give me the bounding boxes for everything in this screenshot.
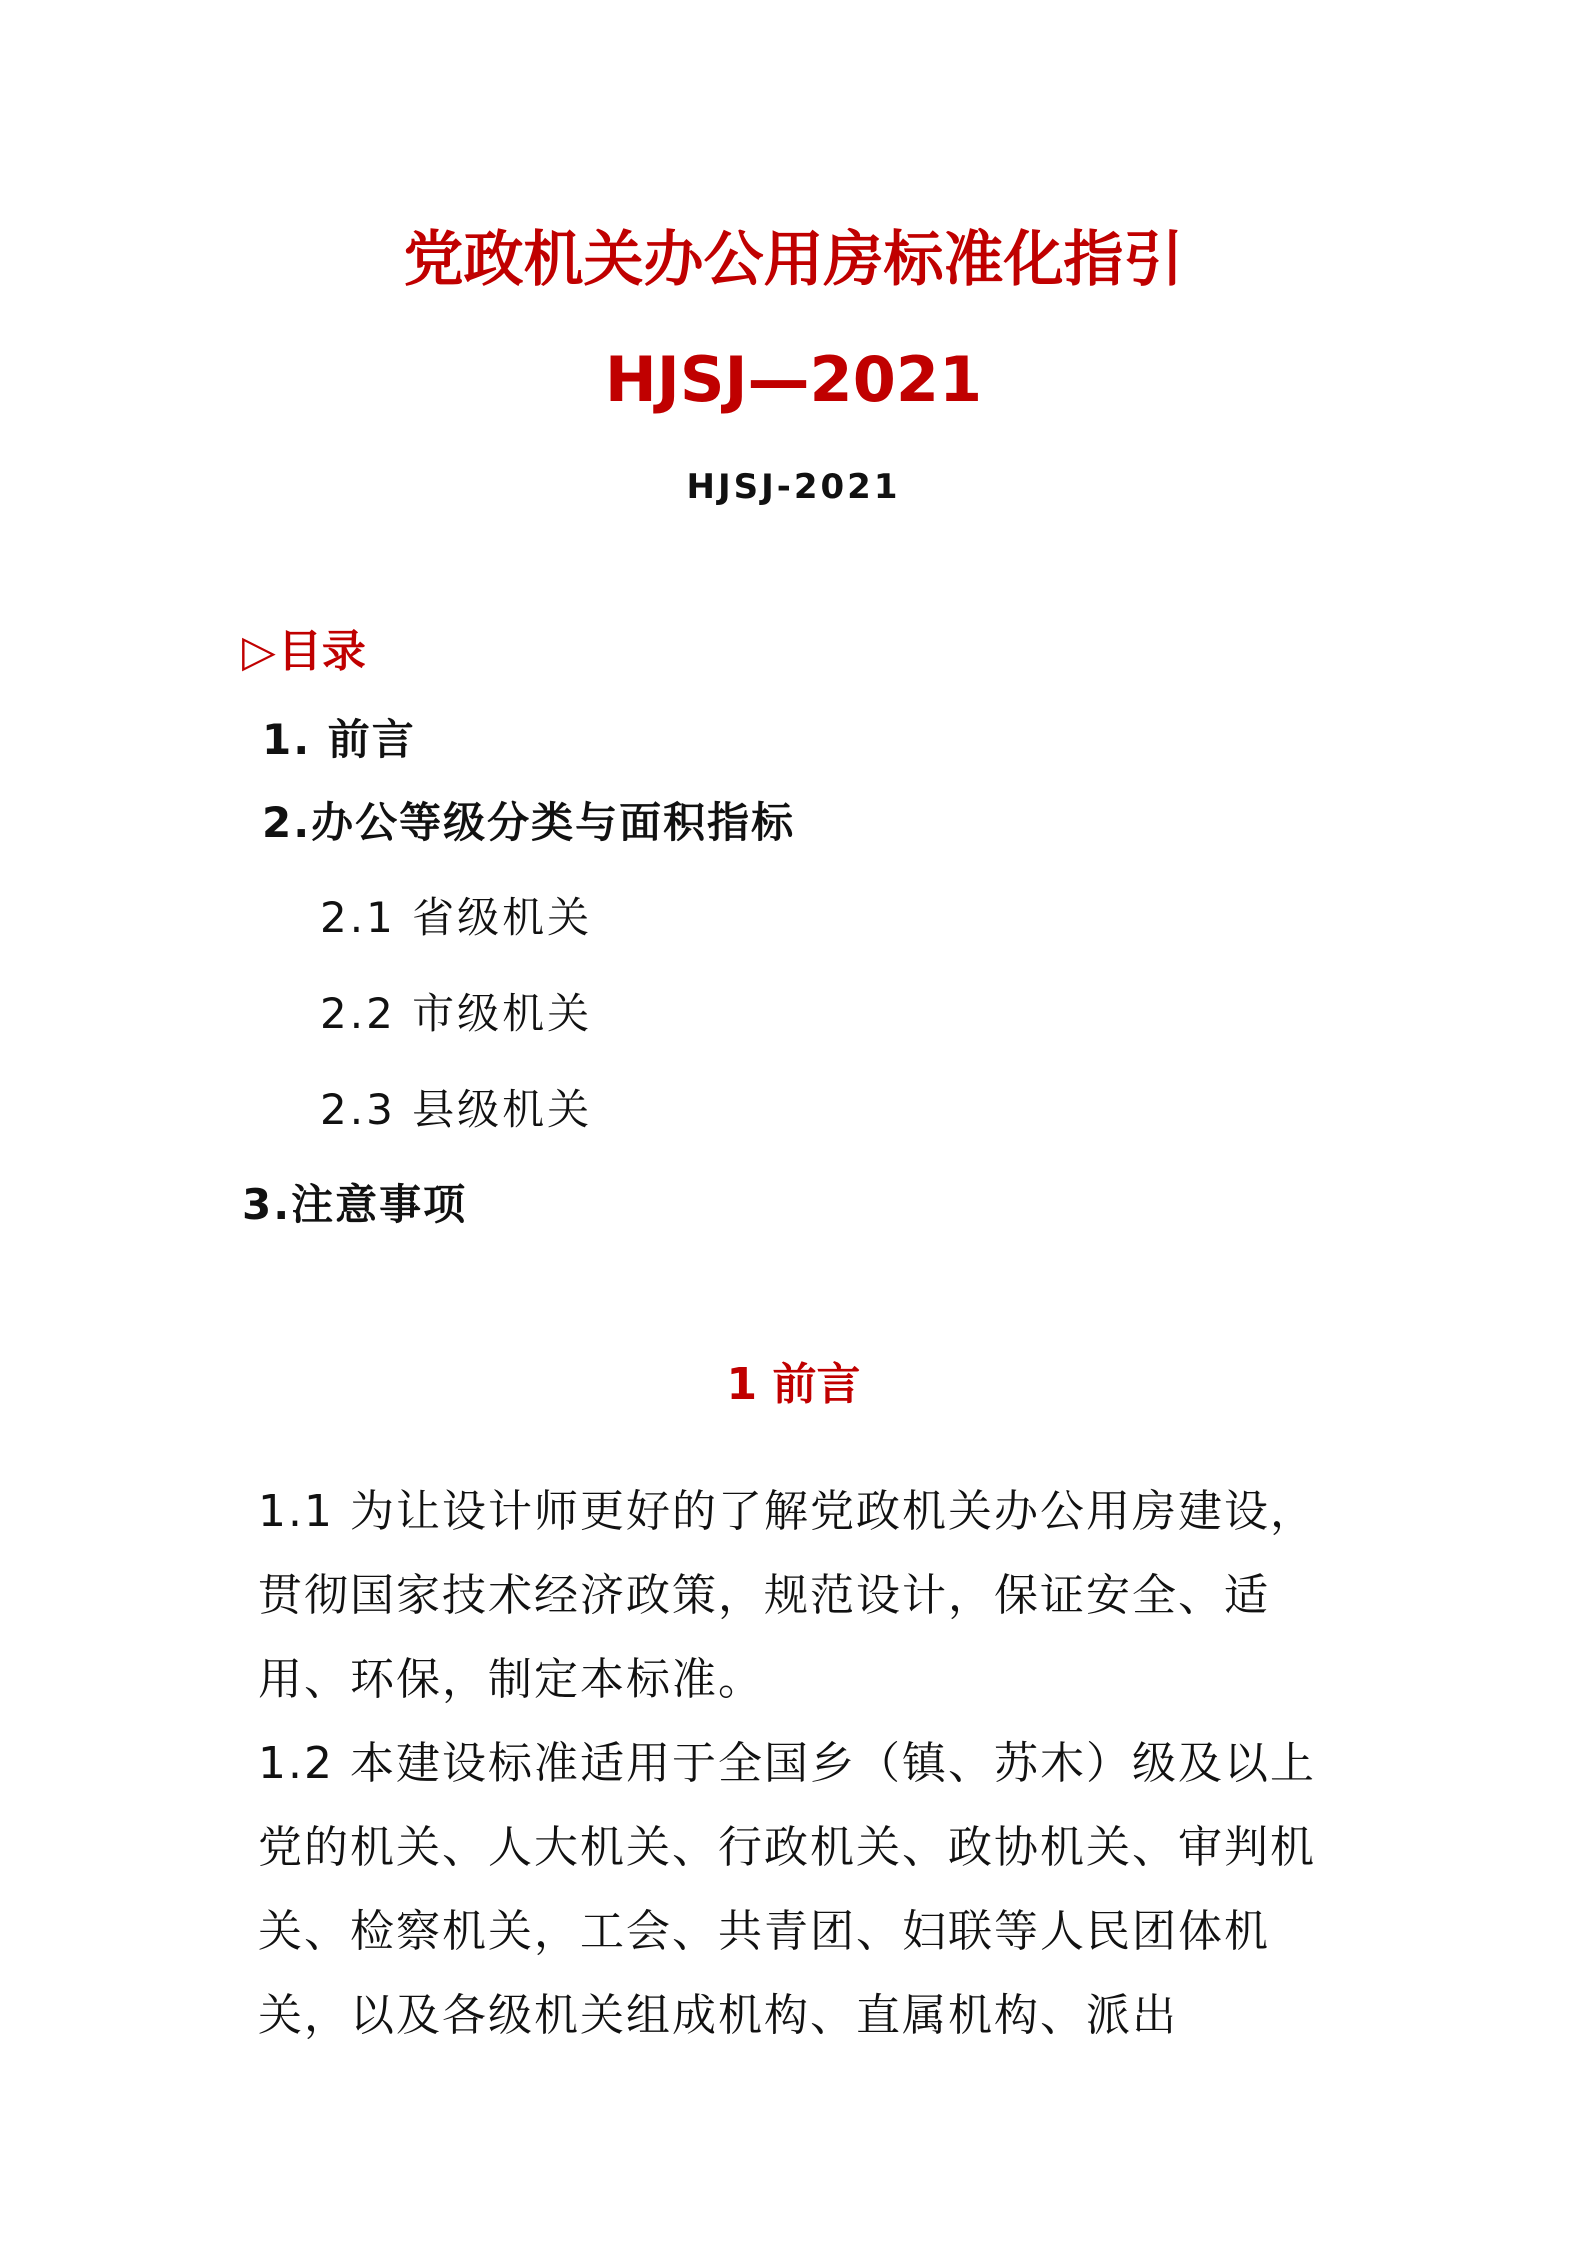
document-title: 党政机关办公用房标准化指引 (403, 225, 1184, 295)
paragraph-1-1: 1.1 为让设计师更好的了解党政机关办公用房建设，贯彻国家技术经济政策，规范设计，保证安全、适用、环保，制定本标准。 (258, 1486, 1316, 1705)
toc-heading (242, 622, 366, 682)
toc-item-notes[interactable]: 3.注意事项 (242, 1180, 468, 1229)
toc-item-office-levels[interactable]: 2.办公等级分类与面积指标 (262, 798, 796, 847)
toc-item-county[interactable]: 2.3 县级机关 (320, 1085, 593, 1134)
toc-item-provincial[interactable]: 2.1 省级机关 (320, 893, 593, 942)
toc-item-municipal[interactable]: 2.2 市级机关 (320, 989, 593, 1038)
paragraph-1-2: 1.2 本建设标准适用于全国乡（镇、苏木）级及以上党的机关、人大机关、行政机关、政协机关、审判机关、检察机关，工会、共青团、妇联等人民团体机关，以及各级机关组成机构、直属机构、派出 (258, 1738, 1316, 2041)
toc-heading-label: 目录 (277, 626, 366, 677)
section-body (258, 1470, 1338, 2058)
document-subtitle: HJSJ—2021 (604, 343, 983, 416)
toc-item-preface[interactable]: 1. 前言 (262, 715, 416, 764)
section-heading-preface: 1 前言 (726, 1359, 861, 1410)
document-code: HJSJ-2021 (686, 467, 901, 507)
triangle-icon: ▷ (242, 626, 276, 677)
